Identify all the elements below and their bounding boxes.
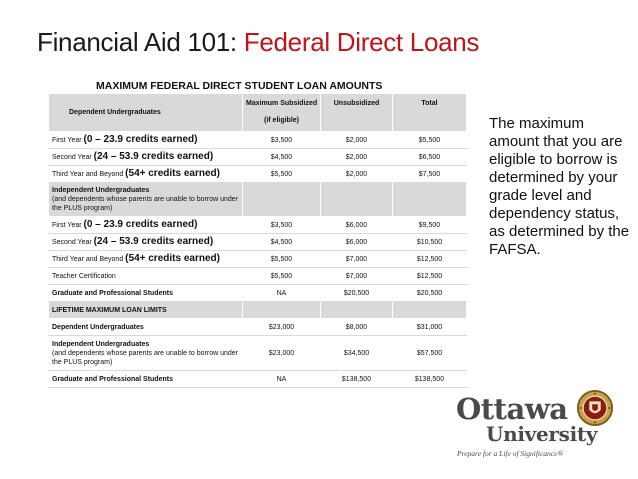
table-row (49, 217, 467, 234)
header-unsubsidized: Unsubsidized (321, 94, 393, 132)
logo-tagline-mark: ® (557, 449, 564, 458)
slide-title (37, 27, 479, 58)
cell-subsidized: $5,500 (243, 251, 321, 268)
row-label-prefix: Third Year and Beyond (52, 256, 126, 263)
cell-unsubsidized: $8,000 (321, 319, 393, 336)
lifetime-dependent-row (49, 319, 467, 336)
cell-subsidized: $5,500 (243, 268, 321, 285)
row-label-detail: (24 – 53.9 credits earned) (93, 151, 214, 162)
row-label-prefix: Second Year (52, 239, 94, 246)
cell-total: $12,500 (393, 251, 467, 268)
row-label (49, 336, 243, 371)
cell-unsubsidized: $20,500 (321, 285, 393, 302)
header-dependent-label: Dependent Undergraduates (49, 94, 243, 132)
header-subsidized-label: Maximum Subsidized (246, 100, 318, 107)
row-label (49, 132, 243, 149)
teacher-certification-row (49, 268, 467, 285)
row-label (49, 234, 243, 251)
table-title: MAXIMUM FEDERAL DIRECT STUDENT LOAN AMOUNTS (96, 80, 383, 92)
slide-title-prefix: Financial Aid 101: (37, 27, 244, 57)
cell-unsubsidized: $2,000 (321, 132, 393, 149)
independent-label: Independent Undergraduates (52, 187, 150, 194)
lifetime-independent-note: (and dependents whose parents are unable to borrow under the PLUS program) (52, 349, 239, 366)
header-subsidized-sub: (if eligible) (264, 117, 299, 124)
independent-note: (and dependents whose parents are unable to borrow under the PLUS program) (52, 196, 239, 212)
logo-word-ottawa: Ottawa (456, 392, 568, 426)
logo-tagline-text: Prepare for a Life of Significance (457, 449, 558, 458)
row-label (49, 217, 243, 234)
empty-cell (393, 302, 467, 319)
header-total: Total (393, 94, 467, 132)
cell-subsidized: $3,500 (243, 132, 321, 149)
cell-total: $20,500 (393, 285, 467, 302)
cell-subsidized: $4,500 (243, 234, 321, 251)
cell-unsubsidized: $2,000 (321, 149, 393, 166)
cell-subsidized: NA (243, 285, 321, 302)
cell-total: $5,500 (393, 132, 467, 149)
table-row (49, 166, 467, 183)
table-row (49, 149, 467, 166)
cell-unsubsidized: $138,500 (321, 371, 393, 388)
lifetime-graduate-row (49, 371, 467, 388)
row-label (49, 149, 243, 166)
cell-total: $9,500 (393, 217, 467, 234)
row-label-detail: (0 – 23.9 credits earned) (83, 219, 198, 230)
independent-header-label (49, 183, 243, 217)
lifetime-header-row (49, 302, 467, 319)
cell-total: $6,500 (393, 149, 467, 166)
cell-total: $31,000 (393, 319, 467, 336)
cell-subsidized: $5,500 (243, 166, 321, 183)
cell-total: $12,500 (393, 268, 467, 285)
cell-total: $57,500 (393, 336, 467, 371)
cell-unsubsidized: $2,000 (321, 166, 393, 183)
cell-subsidized: $4,500 (243, 149, 321, 166)
row-label-prefix: First Year (52, 137, 84, 144)
row-label-prefix: Third Year and Beyond (52, 171, 126, 178)
graduate-row (49, 285, 467, 302)
row-label-detail: (0 – 23.9 credits earned) (83, 134, 198, 145)
row-label: Teacher Certification (49, 268, 243, 285)
row-label-detail: (24 – 53.9 credits earned) (93, 236, 214, 247)
table-row (49, 132, 467, 149)
independent-header-row (49, 183, 467, 217)
cell-subsidized: $23,000 (243, 319, 321, 336)
row-label: Graduate and Professional Students (49, 371, 243, 388)
empty-cell (321, 183, 393, 217)
row-label-detail: (54+ credits earned) (125, 168, 220, 179)
row-label-detail: (54+ credits earned) (125, 253, 220, 264)
row-label-prefix: Second Year (52, 154, 94, 161)
empty-cell (393, 183, 467, 217)
loan-limits-table (48, 93, 467, 388)
empty-cell (243, 302, 321, 319)
table-header-row (49, 94, 467, 132)
cell-subsidized: $23,000 (243, 336, 321, 371)
ottawa-university-logo (456, 392, 636, 470)
explanation-text: The maximum amount that you are eligible to borrow is determined by your grade level and dependency status, as determined by the FAFSA. (489, 115, 630, 258)
cell-unsubsidized: $34,500 (321, 336, 393, 371)
cell-unsubsidized: $7,000 (321, 251, 393, 268)
cell-unsubsidized: $6,000 (321, 217, 393, 234)
table-row (49, 251, 467, 268)
lifetime-independent-label: Independent Undergraduates (52, 340, 150, 348)
slide-title-accent: Federal Direct Loans (243, 27, 480, 57)
logo-word-university: University (486, 422, 598, 446)
header-subsidized (243, 94, 321, 132)
cell-subsidized: NA (243, 371, 321, 388)
lifetime-header-label: LIFETIME MAXIMUM LOAN LIMITS (49, 302, 243, 319)
cell-total: $138,500 (393, 371, 467, 388)
row-label (49, 251, 243, 268)
logo-tagline (457, 449, 563, 458)
row-label: Graduate and Professional Students (49, 285, 243, 302)
cell-unsubsidized: $6,000 (321, 234, 393, 251)
cell-subsidized: $3,500 (243, 217, 321, 234)
row-label (49, 166, 243, 183)
row-label: Dependent Undergraduates (49, 319, 243, 336)
cell-total: $7,500 (393, 166, 467, 183)
empty-cell (321, 302, 393, 319)
table-row (49, 234, 467, 251)
lifetime-independent-row (49, 336, 467, 371)
empty-cell (243, 183, 321, 217)
row-label-prefix: First Year (52, 222, 84, 229)
cell-unsubsidized: $7,000 (321, 268, 393, 285)
cell-total: $10,500 (393, 234, 467, 251)
